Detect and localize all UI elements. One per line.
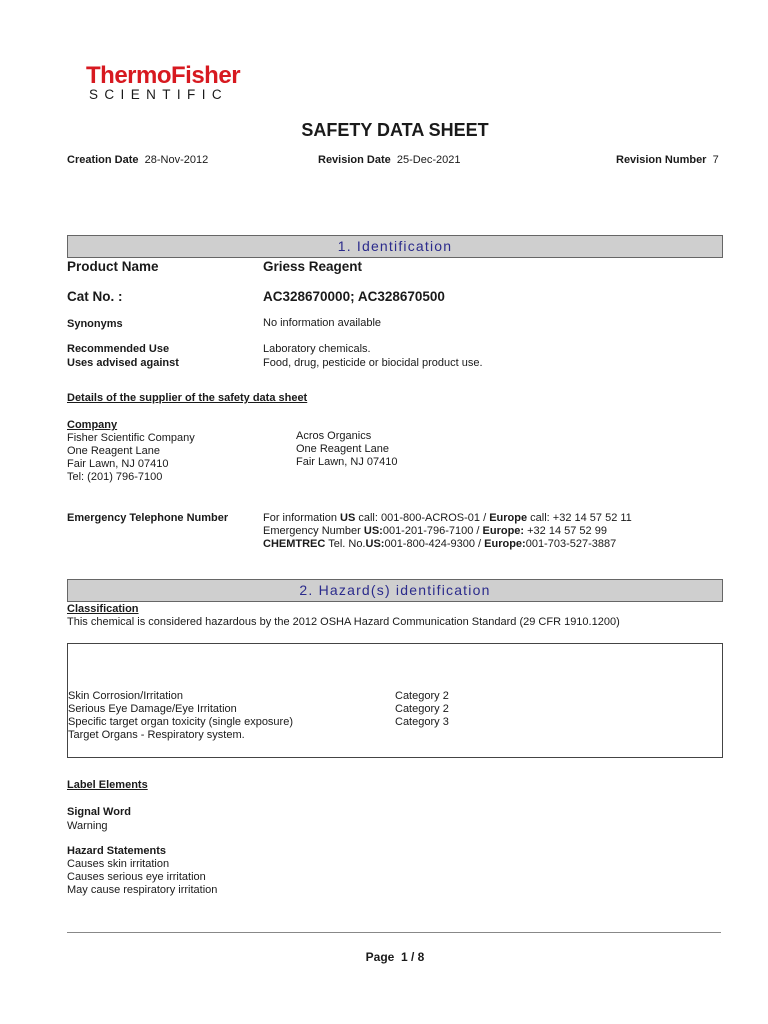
hazard-statements-list xyxy=(67,858,217,897)
emergency-numbers xyxy=(263,512,632,551)
hazard-category: Category 2 xyxy=(395,690,449,702)
classification-heading: Classification xyxy=(67,603,139,615)
text-fragment: 001-703-527-3887 xyxy=(525,538,617,550)
text-fragment: CHEMTREC xyxy=(263,538,326,550)
brand-logo-wordmark: ThermoFisher xyxy=(86,62,241,89)
text-fragment: US xyxy=(340,512,356,524)
creation-date xyxy=(67,154,208,166)
page-indicator xyxy=(0,950,768,964)
uses-advised-against-label: Uses advised against xyxy=(67,357,179,369)
text-fragment: Europe: xyxy=(482,525,525,537)
signal-word-value: Warning xyxy=(67,820,108,832)
acros-address xyxy=(296,430,398,469)
emergency-label: Emergency Telephone Number xyxy=(67,512,229,524)
text-fragment: +32 14 57 52 99 xyxy=(524,525,607,537)
text-fragment: Tel. No. xyxy=(325,538,366,550)
revision-date xyxy=(318,154,460,166)
cat-no-label: Cat No. : xyxy=(67,289,123,304)
acros-line: Fair Lawn, NJ 07410 xyxy=(296,456,398,468)
page-title: SAFETY DATA SHEET xyxy=(301,120,489,140)
hazard-statements-heading: Hazard Statements xyxy=(67,845,167,857)
revision-number xyxy=(616,154,719,166)
recommended-use-label: Recommended Use xyxy=(67,343,170,355)
text-fragment: call: +32 14 57 52 11 xyxy=(527,512,632,524)
recommended-use-value: Laboratory chemicals. xyxy=(263,343,371,355)
page-number: 1 / 8 xyxy=(401,950,425,964)
label-elements-heading: Label Elements xyxy=(67,779,148,791)
hazard-statement: Causes skin irritation xyxy=(67,858,170,870)
text-fragment: For information xyxy=(263,512,341,524)
supplier-details-heading: Details of the supplier of the safety data sheet xyxy=(67,392,308,404)
text-fragment: US: xyxy=(365,538,385,550)
creation-date-value: 28-Nov-2012 xyxy=(144,154,209,166)
page-label: Page xyxy=(365,950,395,964)
hazard-name: Target Organs - Respiratory system. xyxy=(68,729,245,741)
hazard-names xyxy=(68,690,293,742)
section-2-heading: 2. Hazard(s) identification xyxy=(67,579,723,602)
hazard-statement: Causes serious eye irritation xyxy=(67,871,206,883)
company-address xyxy=(67,432,195,484)
emergency-line-chemtrec xyxy=(263,538,632,551)
text-fragment: 001-800-424-9300 / xyxy=(384,538,485,550)
hazard-category: Category 3 xyxy=(395,716,449,728)
acros-line: Acros Organics xyxy=(296,430,372,442)
brand-logo-subtitle: SCIENTIFIC xyxy=(89,87,229,102)
company-line: Fisher Scientific Company xyxy=(67,432,195,444)
footer-divider xyxy=(67,932,721,933)
hazard-statement: May cause respiratory irritation xyxy=(67,884,218,896)
product-name-value: Griess Reagent xyxy=(263,259,363,274)
revision-date-label: Revision Date xyxy=(318,154,391,166)
company-line: One Reagent Lane xyxy=(67,445,160,457)
signal-word-heading: Signal Word xyxy=(67,806,131,818)
synonyms-value: No information available xyxy=(263,317,382,329)
revision-number-label: Revision Number xyxy=(616,154,707,166)
text-fragment: US: xyxy=(363,525,383,537)
text-fragment: Europe xyxy=(489,512,528,524)
hazard-name: Specific target organ toxicity (single exposure) xyxy=(68,716,293,728)
product-name-label: Product Name xyxy=(67,259,159,274)
emergency-line-number xyxy=(263,525,632,538)
revision-number-value: 7 xyxy=(712,154,719,166)
acros-line: One Reagent Lane xyxy=(296,443,389,455)
classification-text: This chemical is considered hazardous by the 2012 OSHA Hazard Communication Standard (29 CFR 1910.1200) xyxy=(67,616,620,628)
uses-advised-against-value: Food, drug, pesticide or biocidal product use. xyxy=(263,357,483,369)
text-fragment: Emergency Number xyxy=(263,525,364,537)
hazard-category: Category 2 xyxy=(395,703,449,715)
revision-date-value: 25-Dec-2021 xyxy=(396,154,461,166)
company-line: Tel: (201) 796-7100 xyxy=(67,471,163,483)
text-fragment: 001-201-796-7100 / xyxy=(382,525,483,537)
company-line: Fair Lawn, NJ 07410 xyxy=(67,458,169,470)
text-fragment: call: 001-800-ACROS-01 / xyxy=(355,512,490,524)
hazard-name: Serious Eye Damage/Eye Irritation xyxy=(68,703,237,715)
creation-date-label: Creation Date xyxy=(67,154,139,166)
company-heading: Company xyxy=(67,419,118,431)
hazard-categories xyxy=(395,690,449,729)
cat-no-value: AC328670000; AC328670500 xyxy=(263,289,445,304)
emergency-line-info xyxy=(263,512,632,525)
text-fragment: Europe: xyxy=(484,538,526,550)
section-1-heading: 1. Identification xyxy=(67,235,723,258)
hazard-name: Skin Corrosion/Irritation xyxy=(68,690,183,702)
synonyms-label: Synonyms xyxy=(67,318,123,330)
